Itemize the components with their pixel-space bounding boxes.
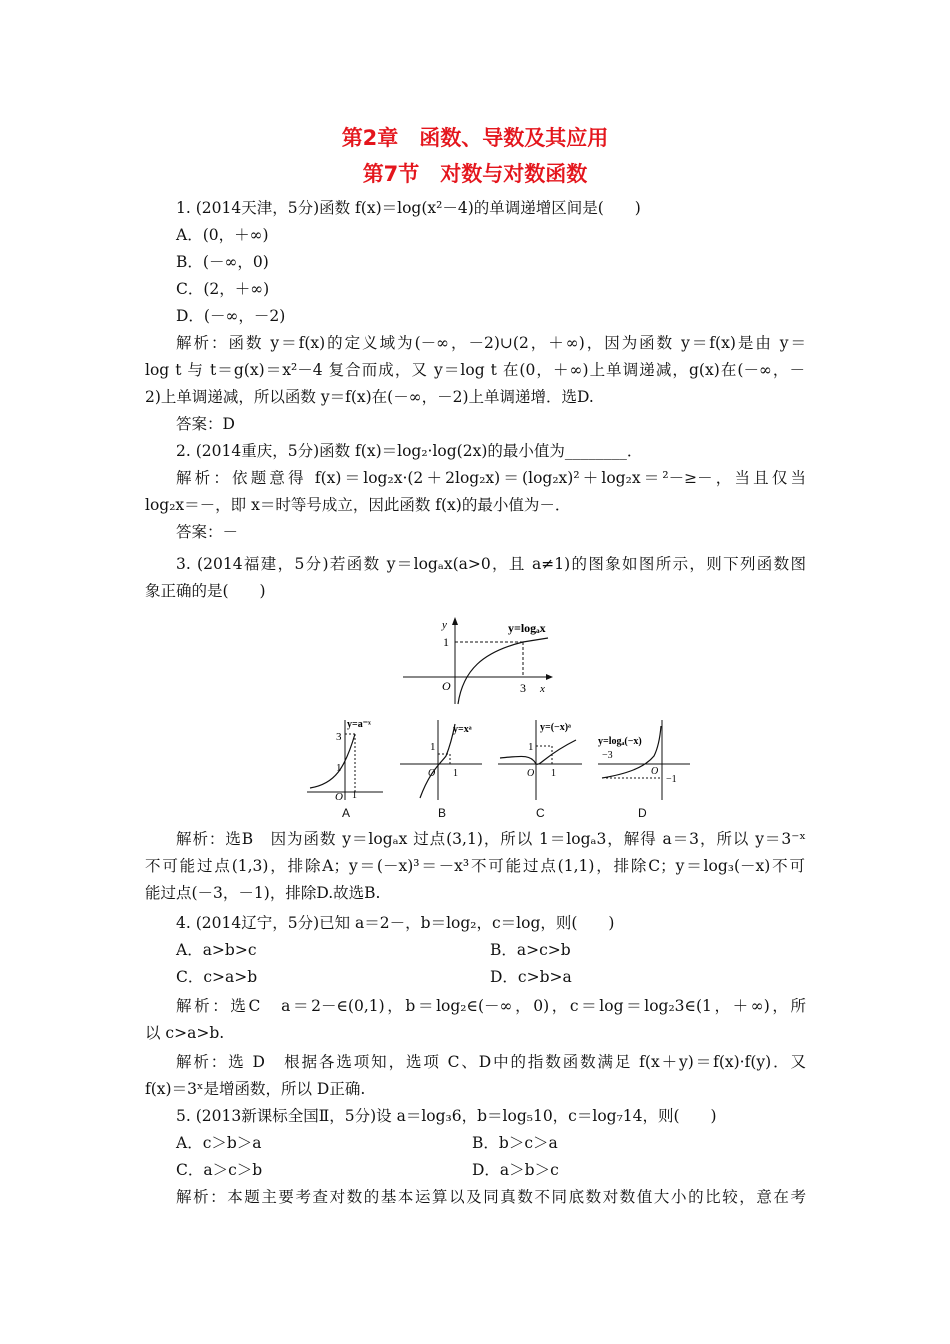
caption-b: B	[438, 806, 447, 820]
svg-text:1: 1	[453, 768, 458, 779]
origin: O	[442, 679, 451, 693]
q3-stem-1: 3. (2014福建，5分)若函数 y＝logₐx(a>0，且 a≠1)的图象如图所示，则下列函数图	[176, 555, 806, 573]
q3-analysis-3: 能过点(－3，－1)，排除D.故选B.	[145, 884, 381, 902]
x-label: x	[540, 683, 545, 695]
q1-analysis-2: log t 与 t＝g(x)＝x²－4 复合而成，又 y＝log t 在(0，＋∞)上单调递减，g(x)在(－∞，－	[145, 361, 805, 379]
chapter-title: 第2章 函数、导数及其应用	[341, 126, 609, 150]
q1-option-a: A．(0，＋∞)	[176, 226, 269, 244]
q5-option-d: D．a＞b＞c	[472, 1161, 559, 1179]
svg-text:−1: −1	[666, 774, 677, 785]
q1-analysis-3: 2)上单调递减，所以函数 y＝f(x)在(－∞，－2)上单调递增．选D.	[145, 388, 594, 406]
q3-analysis-2: 不可能过点(1,3)，排除A；y＝(－x)³＝－x³不可能过点(1,1)，排除C；y＝log₃(－x)不可	[145, 857, 805, 875]
caption-c: C	[536, 806, 545, 820]
x-mark: 3	[520, 681, 526, 695]
label-c: y=(−x)ᵃ	[540, 722, 571, 733]
option-d-graph	[596, 716, 692, 802]
option-c-graph	[496, 716, 586, 802]
svg-text:1: 1	[336, 762, 342, 774]
y-axis-arrow	[452, 617, 458, 625]
q5-stem: 5. (2013新课标全国Ⅱ，5分)设 a＝log₃6，b＝log₅10，c＝log₇14，则( )	[176, 1107, 717, 1125]
option-a-graph	[305, 716, 385, 802]
q4-analysis-1: 解析：选C a＝2－∈(0,1)，b＝log₂∈(－∞，0)，c＝log＝log₂3∈(1，＋∞)，所	[176, 997, 806, 1015]
q4-analysis2-2: f(x)＝3ˣ是增函数，所以 D正确.	[145, 1080, 366, 1098]
svg-text:O: O	[335, 791, 343, 802]
q1-answer: 答案：D	[176, 415, 235, 433]
caption-d: D	[638, 806, 647, 820]
svg-text:3: 3	[336, 731, 342, 743]
x-axis-arrow	[546, 674, 553, 680]
q1-stem: 1. (2014天津，5分)函数 f(x)＝log(x²－4)的单调递增区间是( )	[176, 199, 641, 217]
y-label: y	[442, 619, 447, 631]
caption-a: A	[342, 806, 351, 820]
q5-option-a: A．c＞b＞a	[176, 1134, 262, 1152]
label-b: y=xᵃ	[453, 724, 472, 735]
q4-option-b: B．a>c>b	[490, 941, 571, 959]
q2-analysis-2: log₂x＝－，即 x＝时等号成立，因此函数 f(x)的最小值为－．	[145, 496, 571, 514]
q4-stem: 4. (2014辽宁，5分)已知 a＝2－，b＝log₂，c＝log，则( )	[176, 914, 615, 932]
log-curve	[458, 638, 548, 704]
curve-c	[500, 740, 576, 764]
q3-analysis-1: 解析：选B 因为函数 y＝logₐx 过点(3,1)，所以 1＝logₐ3，解得 a＝3，所以 y＝3⁻ˣ	[176, 830, 806, 848]
q1-analysis-1: 解析：函数 y＝f(x)的定义域为(－∞，－2)∪(2，＋∞)，因为函数 y＝f(x)是由 y＝	[176, 334, 806, 352]
q4-analysis-2: 以 c>a>b.	[145, 1024, 225, 1042]
q1-option-c: C．(2，＋∞)	[176, 280, 270, 298]
label-d: y=logₐ(−x)	[598, 736, 642, 747]
q3-stem-2: 象正确的是( )	[145, 582, 266, 600]
svg-text:1: 1	[551, 768, 556, 779]
q4-option-c: C．c>a>b	[176, 968, 258, 986]
section-title: 第7节 对数与对数函数	[362, 162, 588, 186]
q1-option-b: B．(－∞，0)	[176, 253, 269, 271]
func-label: y=logₐx	[508, 621, 546, 635]
q5-option-b: B．b＞c＞a	[472, 1134, 558, 1152]
main-log-graph	[398, 612, 558, 707]
q2-answer: 答案：－	[176, 523, 239, 541]
label-a: y=a⁻ˣ	[347, 719, 371, 730]
svg-text:−3: −3	[602, 750, 613, 761]
q1-option-d: D．(－∞，－2)	[176, 307, 286, 325]
q5-analysis: 解析：本题主要考查对数的基本运算以及同真数不同底数对数值大小的比较，意在考	[176, 1188, 806, 1206]
q4-option-a: A．a>b>c	[176, 941, 257, 959]
svg-text:O: O	[527, 768, 535, 779]
svg-text:1: 1	[352, 790, 357, 801]
q4-analysis2-1: 解析：选 D 根据各选项知，选项 C、D中的指数函数满足 f(x＋y)＝f(x)·f(y)．又	[176, 1053, 806, 1071]
y-mark: 1	[443, 635, 449, 649]
svg-text:O: O	[651, 766, 659, 777]
q2-stem: 2. (2014重庆，5分)函数 f(x)＝log₂·log(2x)的最小值为________．	[176, 442, 643, 460]
svg-text:1: 1	[430, 741, 436, 753]
q2-analysis-1: 解析：依题意得 f(x)＝log₂x·(2＋2log₂x)＝(log₂x)²＋log₂x＝²－≥－，当且仅当	[176, 469, 806, 487]
q5-option-c: C．a＞c＞b	[176, 1161, 263, 1179]
svg-text:1: 1	[528, 741, 534, 753]
svg-text:O: O	[428, 768, 436, 779]
q4-option-d: D．c>b>a	[490, 968, 572, 986]
curve-a	[310, 734, 355, 788]
option-b-graph	[398, 716, 484, 802]
